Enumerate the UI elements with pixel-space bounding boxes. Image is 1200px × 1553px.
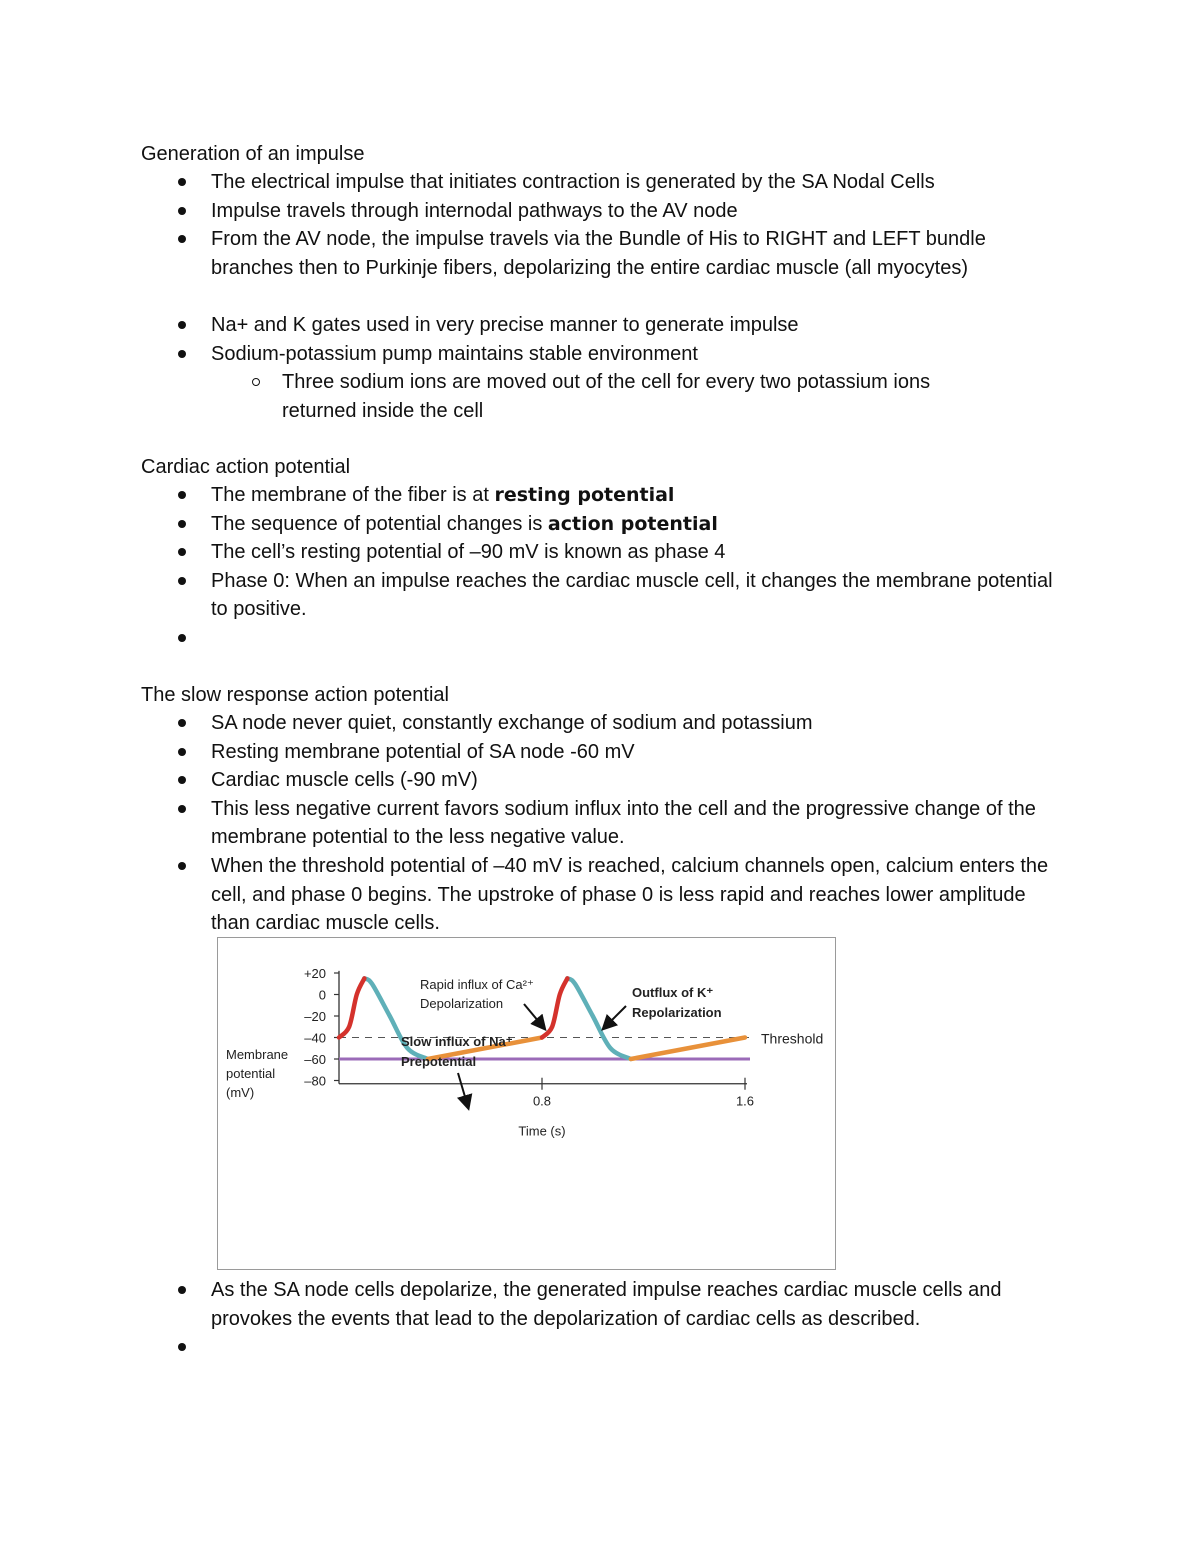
annotation-depolarization-line1: Rapid influx of Ca²⁺ — [420, 977, 534, 992]
y-axis-label: Membrane — [226, 1047, 289, 1062]
arrow-repolarization — [604, 1006, 626, 1028]
sub-bullet-list — [211, 368, 1061, 425]
prepotential-curve-2 — [631, 1038, 745, 1060]
list-item-text: Sodium-potassium pump maintains stable environment — [211, 342, 698, 365]
list-item-empty — [0, 624, 1061, 653]
list-item: SA node never quiet, constantly exchange of sodium and potassium — [0, 709, 1061, 738]
section-heading-generation: Generation of an impulse — [141, 143, 365, 165]
depolarization-curve-1 — [339, 978, 364, 1037]
list-item — [0, 340, 1061, 426]
arrow-prepotential — [458, 1073, 468, 1107]
y-tick-label: –20 — [304, 1009, 326, 1024]
y-tick-label: +20 — [303, 966, 326, 981]
y-tick-label: –60 — [304, 1052, 326, 1067]
list-item: As the SA node cells depolarize, the generated impulse reaches cardiac muscle cells and provokes the events that lead to the depolarization of cardiac cells as described. — [0, 1276, 1061, 1333]
bullet-list-generation — [0, 168, 1200, 425]
list-item: When the threshold potential of –40 mV is reached, calcium channels open, calcium enters the cell, and phase 0 begins. The upstroke of phase 0 is less rapid and reaches lower amplitude than cardiac muscle cells. — [0, 852, 1061, 938]
repolarization-curve-2 — [567, 978, 630, 1059]
annotation-prepotential-line2: Prepotential — [401, 1054, 477, 1069]
list-item: Resting membrane potential of SA node -60 mV — [0, 738, 1061, 767]
list-item — [0, 481, 1061, 510]
bullet-list-after-figure — [0, 1276, 1200, 1362]
list-item: This less negative current favors sodium influx into the cell and the progressive change of the membrane potential to the less negative value. — [0, 795, 1061, 852]
y-tick-label: –40 — [304, 1030, 326, 1046]
sub-list-item: Three sodium ions are moved out of the cell for every two potassium ions returned inside the cell — [211, 368, 992, 425]
list-item: Phase 0: When an impulse reaches the cardiac muscle cell, it changes the membrane potential to positive. — [0, 567, 1061, 624]
x-tick-label: 0.8 — [532, 1093, 552, 1109]
section-heading-cardiac-action-potential: Cardiac action potential — [141, 456, 351, 478]
annotation-prepotential-line1: Slow influx of Na⁺ — [401, 1034, 513, 1049]
y-axis-label: (mV) — [226, 1085, 255, 1100]
annotation-repolarization-line1: Outflux of K⁺ — [632, 985, 714, 1000]
bullet-list-slow-response — [0, 709, 1200, 938]
list-item: Impulse travels through internodal pathways to the AV node — [0, 197, 1061, 226]
x-axis-label: Time (s) — [518, 1123, 566, 1139]
annotation-repolarization-line2: Repolarization — [632, 1005, 722, 1020]
list-item — [0, 510, 1061, 539]
list-item: Na+ and K gates used in very precise manner to generate impulse — [0, 311, 1061, 340]
bold-term-resting-potential: resting potential — [494, 484, 675, 506]
depolarization-curve-2 — [542, 978, 567, 1037]
threshold-label: Threshold — [761, 1030, 824, 1047]
annotation-depolarization-line2: Depolarization — [420, 996, 504, 1011]
arrow-depolarization — [524, 1004, 544, 1028]
bold-term-action-potential: action potential — [547, 512, 718, 535]
action-potential-chart — [218, 938, 835, 1269]
list-item-empty — [0, 1333, 1061, 1362]
section-heading-slow-response: The slow response action potential — [141, 684, 449, 706]
list-item: From the AV node, the impulse travels via the Bundle of His to RIGHT and LEFT bundle branches then to Purkinje fibers, depolarizing the entire cardiac muscle (all myocytes) — [0, 225, 1061, 282]
list-item-text: The sequence of potential changes is — [211, 512, 548, 535]
bullet-list-cardiac — [0, 481, 1200, 653]
list-item: The electrical impulse that initiates contraction is generated by the SA Nodal Cells — [0, 168, 1061, 197]
sa-node-action-potential-figure — [217, 937, 836, 1270]
y-axis-label: potential — [226, 1066, 276, 1081]
y-tick-label: 0 — [318, 987, 326, 1003]
x-tick-label: 1.6 — [735, 1093, 755, 1109]
list-item: The cell’s resting potential of –90 mV is known as phase 4 — [0, 538, 1061, 567]
list-item-text: The membrane of the fiber is at — [211, 484, 495, 506]
list-item: Cardiac muscle cells (-90 mV) — [0, 766, 1061, 795]
y-tick-label: –80 — [304, 1073, 326, 1089]
